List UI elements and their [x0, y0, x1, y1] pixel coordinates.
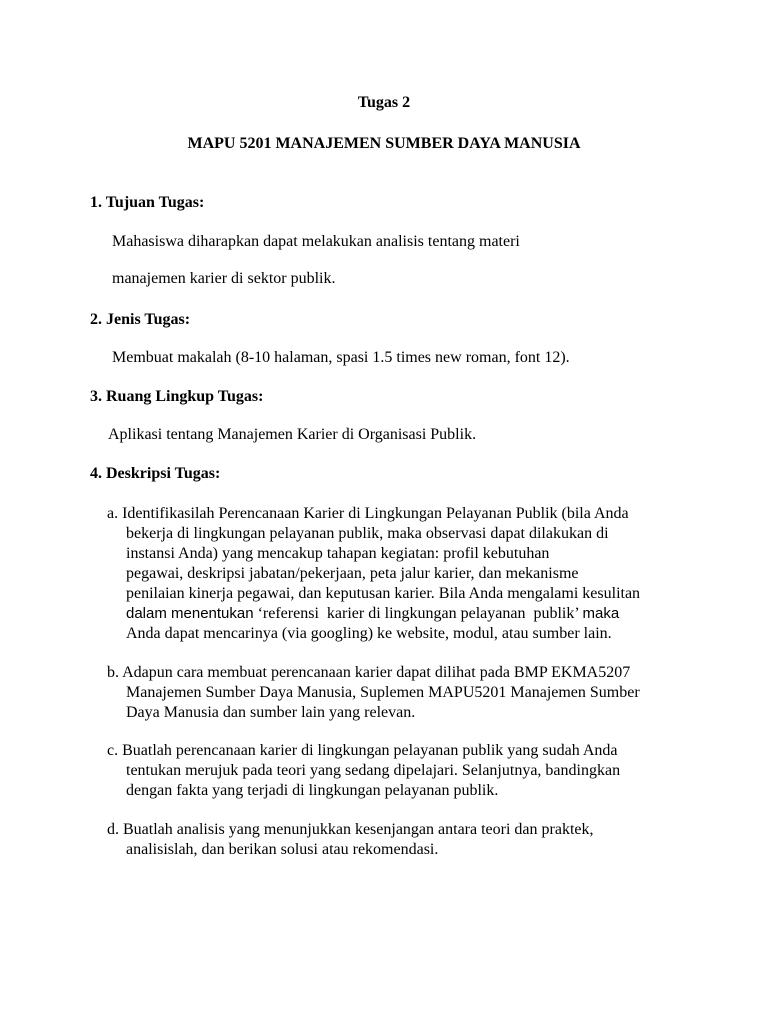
section-heading-jenis: 2. Jenis Tugas:	[90, 311, 191, 328]
section-text-line: Aplikasi tentang Manajemen Karier di Organisasi Publik.	[108, 426, 477, 443]
list-item-line: instansi Anda) yang mencakup tahapan kegiatan: profil kebutuhan	[126, 545, 550, 562]
list-item-line: tentukan merujuk pada teori yang sedang dipelajari. Selanjutnya, bandingkan	[126, 762, 621, 779]
list-item-line: b. Adapun cara membuat perencanaan karier dapat dilihat pada BMP EKMA5207	[107, 664, 631, 681]
document-subtitle: MAPU 5201 MANAJEMEN SUMBER DAYA MANUSIA	[187, 135, 581, 152]
section-text-line: Mahasiswa diharapkan dapat melakukan analisis tentang materi	[112, 233, 520, 250]
list-item-line: Manajemen Sumber Daya Manusia, Suplemen MAPU5201 Manajemen Sumber	[126, 684, 640, 701]
section-heading-ruang-lingkup: 3. Ruang Lingkup Tugas:	[90, 388, 264, 405]
list-item-line: a. Identifikasilah Perencanaan Karier di Lingkungan Pelayanan Publik (bila Anda	[107, 505, 629, 522]
list-item-line: Anda dapat mencarinya (via googling) ke website, modul, atau sumber lain.	[126, 625, 612, 642]
list-item-line: pegawai, deskripsi jabatan/pekerjaan, peta jalur karier, dan mekanisme	[126, 565, 579, 582]
mixed-font-text: maka	[582, 605, 620, 622]
mixed-serif-text: ‘referensi karier di lingkungan pelayanan publik’	[253, 605, 583, 622]
list-item-line: dengan fakta yang terjadi di lingkungan pelayanan publik.	[126, 782, 499, 799]
section-text-line: manajemen karier di sektor publik.	[112, 270, 336, 287]
list-item-line: bekerja di lingkungan pelayanan publik, maka observasi dapat dilakukan di	[126, 525, 609, 542]
list-item-mixed-line	[126, 605, 619, 623]
section-heading-deskripsi: 4. Deskripsi Tugas:	[90, 465, 221, 482]
list-item-line: penilaian kinerja pegawai, dan keputusan karier. Bila Anda mengalami kesulitan	[126, 585, 641, 602]
list-item-line: analisislah, dan berikan solusi atau rekomendasi.	[126, 841, 439, 858]
document-title: Tugas 2	[357, 94, 411, 111]
section-text-line: Membuat makalah (8-10 halaman, spasi 1.5 times new roman, font 12).	[112, 349, 570, 366]
list-item-line: Daya Manusia dan sumber lain yang relevan.	[126, 704, 416, 721]
list-item-line: c. Buatlah perencanaan karier di lingkungan pelayanan publik yang sudah Anda	[107, 742, 618, 759]
list-item-line: d. Buatlah analisis yang menunjukkan kesenjangan antara teori dan praktek,	[107, 821, 594, 838]
section-heading-tujuan: 1. Tujuan Tugas:	[90, 194, 205, 211]
mixed-font-text: dalam menentukan	[126, 605, 254, 622]
